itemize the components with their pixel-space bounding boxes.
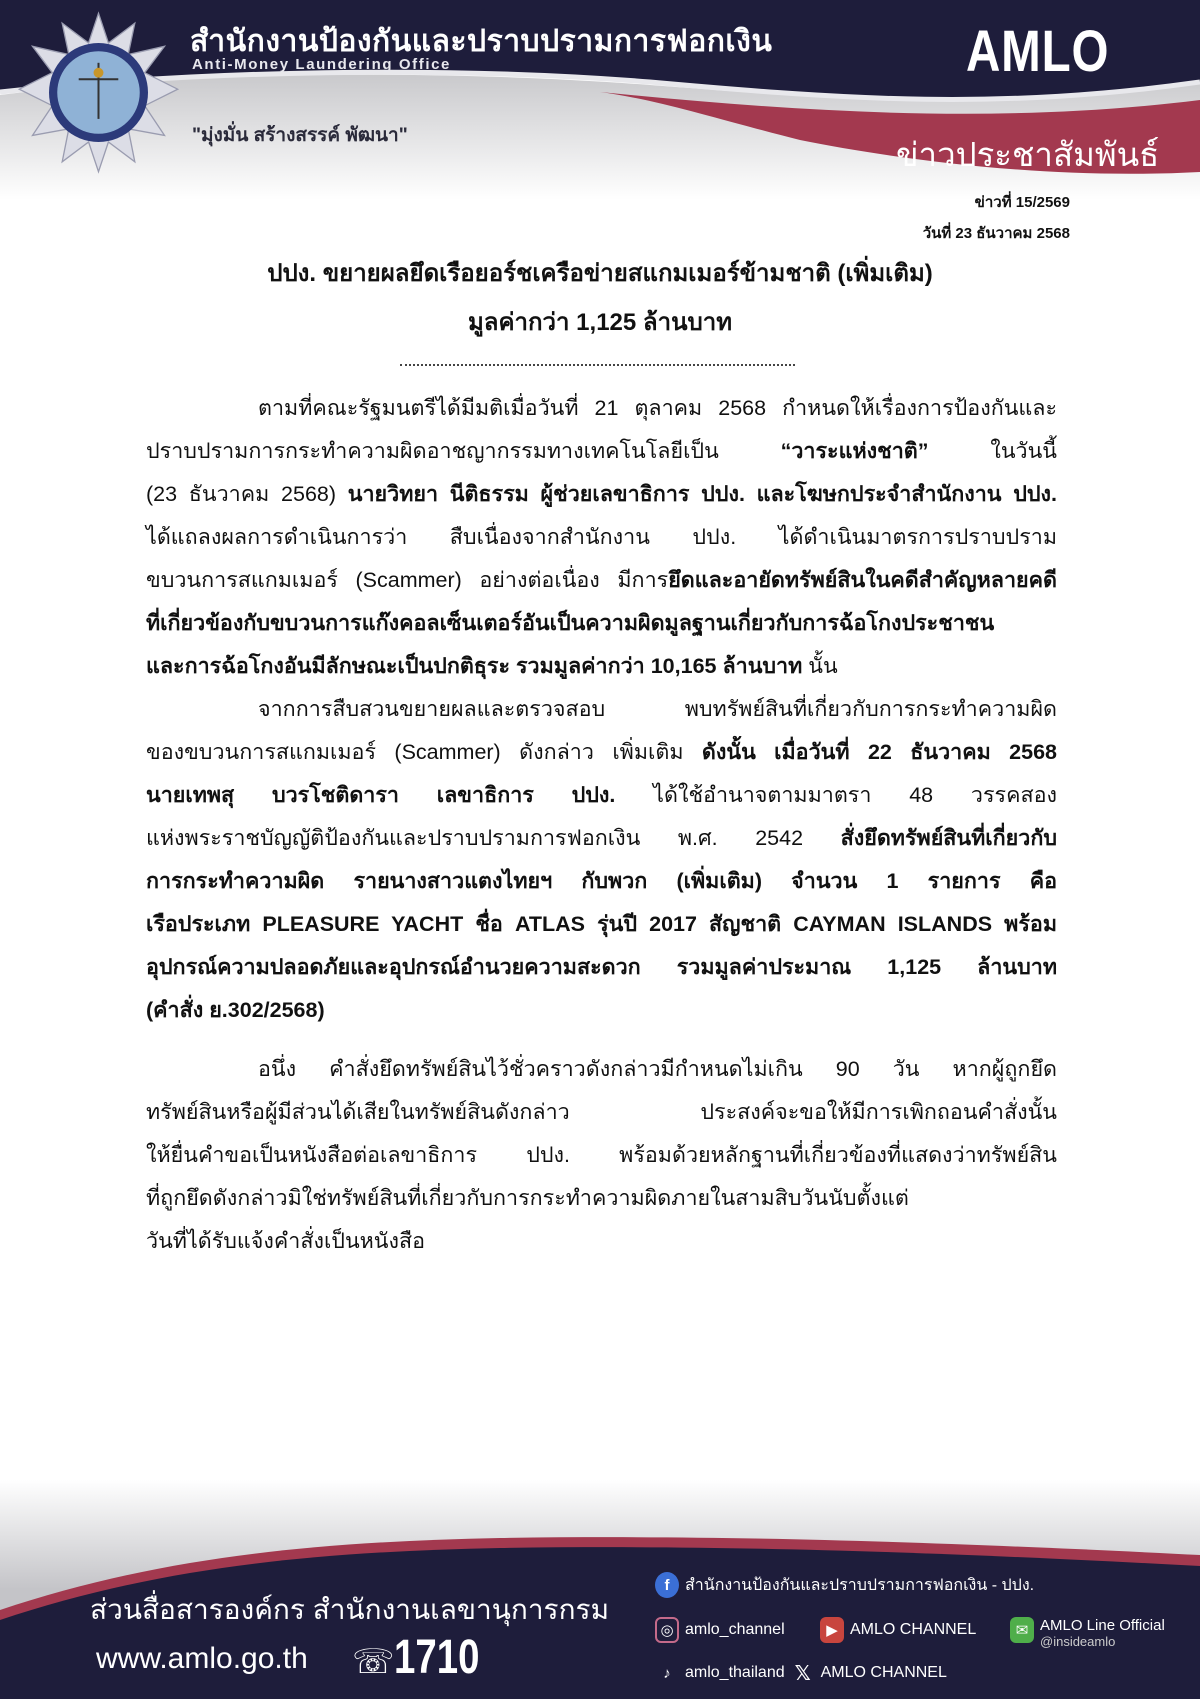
headline-line-2: มูลค่ากว่า 1,125 ล้านบาท xyxy=(467,309,733,336)
body-text: ให้ยื่นคำขอเป็นหนังสือต่อเลขาธิการ ปปง. พร้อมด้วยหลักฐานที่เกี่ยวข้องที่แสดงว่าทรัพย์สิน xyxy=(146,1143,1057,1167)
org-name-english: Anti-Money Laundering Office xyxy=(192,56,451,73)
instagram-icon: ◎ xyxy=(655,1617,679,1643)
body-line xyxy=(146,780,1057,810)
youtube-link[interactable] xyxy=(820,1617,976,1643)
tiktok-icon: ♪ xyxy=(663,1664,671,1682)
bold-text: “วาระแห่งชาติ” xyxy=(780,439,929,463)
footer-hotline: 1710 xyxy=(394,1631,480,1684)
line-label: AMLO Line Official xyxy=(1040,1617,1165,1634)
tiktok-link[interactable] xyxy=(655,1660,947,1686)
x-icon: 𝕏 xyxy=(794,1662,811,1685)
phone-icon: ☏ xyxy=(352,1643,395,1681)
footer-website-link[interactable]: www.amlo.go.th xyxy=(96,1642,308,1675)
body-line xyxy=(146,608,1057,638)
body-line xyxy=(146,866,1057,896)
body-text: ของขบวนการสแกมเมอร์ (Scammer) ดังกล่าว เพิ่มเติม xyxy=(146,740,702,764)
instagram-link[interactable] xyxy=(655,1617,785,1643)
footer-department: ส่วนสื่อสารองค์กร สำนักงานเลขานุการกรม xyxy=(90,1594,610,1625)
body-line xyxy=(146,1183,1057,1213)
body-line xyxy=(146,565,1057,595)
org-name-thai: สำนักงานป้องกันและปราบปรามการฟอกเงิน xyxy=(190,25,773,58)
body-text: แห่งพระราชบัญญัติป้องกันและปราบปรามการฟอกเงิน พ.ศ. 2542 xyxy=(146,826,841,850)
body-text: ได้แถลงผลการดำเนินการว่า สืบเนื่องจากสำนักงาน ปปง. ได้ดำเนินมาตรการปราบปราม xyxy=(146,525,1057,549)
body-text: ตามที่คณะรัฐมนตรีได้มีมติเมื่อวันที่ 21 ตุลาคม 2568 กำหนดให้เรื่องการป้องกันและ xyxy=(258,396,1057,420)
body-line xyxy=(146,436,1057,466)
document-date: วันที่ 23 ธันวาคม 2568 xyxy=(922,225,1070,242)
body-line xyxy=(146,823,1057,853)
body-line xyxy=(146,737,1057,767)
body-text: ที่ถูกยึดดังกล่าวมิใช่ทรัพย์สินที่เกี่ยวกับการกระทำความผิดภายในสามสิบวันนับตั้งแต่ xyxy=(146,1186,909,1210)
body-line xyxy=(146,1097,1057,1127)
body-line xyxy=(258,694,1057,724)
body-text: จากการสืบสวนขยายผลและตรวจสอบ พบทรัพย์สินที่เกี่ยวกับการกระทำความผิด xyxy=(258,697,1057,721)
bold-text: นายวิทยา นีติธรรม ผู้ช่วยเลขาธิการ ปปง. และโฆษกประจำสำนักงาน ปปง. xyxy=(347,482,1057,506)
body-line xyxy=(258,1054,1057,1084)
bold-text: ยึดและอายัดทรัพย์สินในคดีสำคัญหลายคดี xyxy=(668,568,1057,592)
bold-text: และการฉ้อโกงอันมีลักษณะเป็นปกติธุระ รวมมูลค่ากว่า 10,165 ล้านบาท xyxy=(146,654,803,678)
tagline: "มุ่งมั่น สร้างสรรค์ พัฒนา" xyxy=(192,125,408,146)
facebook-icon: f xyxy=(655,1572,679,1598)
body-line xyxy=(146,1226,1057,1256)
instagram-label: amlo_channel xyxy=(685,1621,785,1638)
body-text: ขบวนการสแกมเมอร์ (Scammer) อย่างต่อเนื่อง มีการ xyxy=(146,568,669,592)
youtube-label: AMLO CHANNEL xyxy=(850,1621,977,1638)
body-line xyxy=(146,1140,1057,1170)
line-icon: ✉ xyxy=(1010,1617,1034,1643)
line-link[interactable] xyxy=(1010,1617,1165,1649)
body-line xyxy=(146,651,1057,681)
body-text: อนึ่ง คำสั่งยึดทรัพย์สินไว้ชั่วคราวดังกล่าวมีกำหนดไม่เกิน 90 วัน หากผู้ถูกยึด xyxy=(258,1057,1057,1081)
line-id: @insideamlo xyxy=(1040,1634,1116,1649)
body-line xyxy=(146,995,1057,1025)
body-text: นั้น xyxy=(802,654,838,678)
facebook-label: สำนักงานป้องกันและปราบปรามการฟอกเงิน - ปปง. xyxy=(685,1576,1035,1594)
amlo-wordmark: AMLO xyxy=(966,19,1110,84)
body-text: ปราบปรามการกระทำความผิดอาชญากรรมทางเทคโนโลยีเป็น xyxy=(146,439,781,463)
body-line xyxy=(146,479,1057,509)
bold-text: สั่งยึดทรัพย์สินที่เกี่ยวกับ xyxy=(840,826,1057,850)
bold-text: ดังนั้น เมื่อวันที่ 22 ธันวาคม 2568 xyxy=(701,740,1058,764)
bold-text: ที่เกี่ยวข้องกับขบวนการแก๊งคอลเซ็นเตอร์อันเป็นความผิดมูลฐานเกี่ยวกับการฉ้อโกงประชาชน xyxy=(146,611,995,635)
body-line xyxy=(146,909,1057,939)
tiktok-label: amlo_thailand xyxy=(685,1664,785,1681)
dotted-divider xyxy=(400,364,795,366)
press-release-label: ข่าวประชาสัมพันธ์ xyxy=(896,136,1160,173)
youtube-icon: ▶ xyxy=(820,1617,844,1643)
amlo-emblem-logo xyxy=(16,10,181,175)
body-text: (23 ธันวาคม 2568) xyxy=(146,482,348,506)
body-line xyxy=(146,952,1057,982)
body-line xyxy=(258,393,1057,423)
body-text: ทรัพย์สินหรือผู้มีส่วนได้เสียในทรัพย์สินดังกล่าว ประสงค์จะขอให้มีการเพิกถอนคำสั่งนั้น xyxy=(146,1100,1057,1124)
bold-text: นายเทพสุ บวรโชติดารา เลขาธิการ ปปง. xyxy=(146,783,616,807)
body-text: วันที่ได้รับแจ้งคำสั่งเป็นหนังสือ xyxy=(146,1229,426,1253)
bold-text: อุปกรณ์ความปลอดภัยและอุปกรณ์อำนวยความสะดวก รวมมูลค่าประมาณ 1,125 ล้านบาท xyxy=(146,955,1057,979)
bold-text: การกระทำความผิด รายนางสาวแตงไทยฯ กับพวก (เพิ่มเติม) จำนวน 1 รายการ คือ xyxy=(146,869,1057,893)
facebook-link[interactable] xyxy=(655,1572,1034,1598)
document-number: ข่าวที่ 15/2569 xyxy=(974,194,1070,211)
x-label: AMLO CHANNEL xyxy=(820,1664,947,1681)
body-text: ในวันนี้ xyxy=(928,439,1058,463)
headline-line-1: ปปง. ขยายผลยึดเรือยอร์ชเครือข่ายสแกมเมอร์ข้ามชาติ (เพิ่มเติม) xyxy=(267,260,933,287)
bold-text: (คำสั่ง ย.302/2568) xyxy=(146,998,325,1022)
body-text: ได้ใช้อำนาจตามมาตรา 48 วรรคสอง xyxy=(615,783,1057,807)
bold-text: เรือประเภท PLEASURE YACHT ชื่อ ATLAS รุ่นปี 2017 สัญชาติ CAYMAN ISLANDS พร้อม xyxy=(146,912,1057,936)
body-line xyxy=(146,522,1057,552)
